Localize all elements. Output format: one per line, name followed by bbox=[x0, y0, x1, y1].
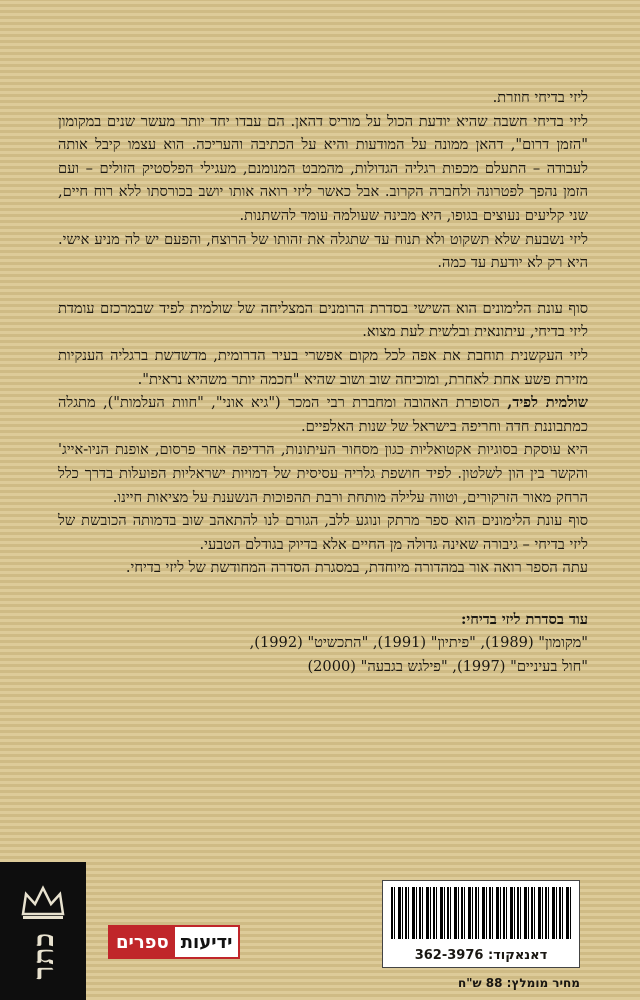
character-description: ליזי העקשנית תוחבת את אפה לכל מקום אפשרי בעיר הדרומית, מדשדשת ברגליה הענקיות מזירת פשע אחת לאחרת, ומוכיחה שוב ושוב שהיא "חכמה יותר משהיא נראית". bbox=[58, 346, 588, 388]
praise-paragraph: סוף עונת הלימונים הוא ספר מרתק ונוגע ללב, הגורם לנו להתאהב שוב בדמותה הכובשת של ליזי בדיחי – גיבורה שאינה גדולה מן החיים אלא בדיוק בגודלם הטבעי. bbox=[58, 512, 588, 553]
synopsis-hook: ליזי נשבעת שלא תשקוט ולא תנוח עד שתגלה את זהותו של הרוצח, והפעם יש לה מניע אישי. היא רק לא יודעת עד כמה. bbox=[58, 230, 588, 272]
keter-logo-text: כתר bbox=[26, 932, 60, 980]
yedioth-books-logo bbox=[108, 925, 240, 959]
series-list-title: עוד בסדרת ליזי בדיחי: bbox=[461, 610, 588, 628]
barcode bbox=[382, 880, 580, 968]
series-description: סוף עונת הלימונים הוא השישי בסדרת הרומנים המצליחה של שולמית לפיד שבמרכזם עומדת ליזי בדיחי, עיתונאית ובלשית לעת מצוא. bbox=[58, 299, 588, 341]
barcode-bars bbox=[391, 887, 571, 939]
keter-publisher-logo bbox=[0, 862, 86, 1000]
intro-line: ליזי בדיחי חוזרת. bbox=[492, 89, 588, 106]
yedioth-logo-left: ידיעות bbox=[175, 927, 239, 957]
crown-icon bbox=[18, 882, 68, 922]
series-list-line-2: "חול בעיניים" (1997), "פילגש בגבעה" (2000) bbox=[307, 658, 588, 676]
author-bio: הסופרת האהובה ומחברת רבי המכר ("גיא אוני", "חוות העלמות"), מתגלה כמתבוננת חדה וחריפה בישראל של שנות האלפיים. bbox=[58, 394, 588, 435]
back-cover-text bbox=[58, 86, 588, 679]
synopsis-paragraph: ליזי בדיחי חשבה שהיא יודעת הכול על מוריס דהאן. הם עבדו יחד יותר מעשר שנים במקומון "הזמן דרום", דהאן ממונה על המודעות והיא על הכתיבה והעריכה. הוא עצמו קיבל אותה לעבודה – התעלם מכפות רגליה הגדולות, מהמבט המנומנם, מעגילי הפלסטיק הזולים – ועם הזמן נהפך לפטרונה ולחברה הקרוב. אבל כאשר ליזי רואה אותו יושב בכורסתו ללא רוח חיים, שני קליעים נעוצים בגופו, היא מבינה שעולמה עומד להשתנות. bbox=[58, 112, 588, 224]
author-paragraph bbox=[58, 391, 588, 438]
barcode-number: דאנאקוד: 362-3976 bbox=[414, 948, 548, 963]
edition-paragraph: עתה הספר רואה אור במהדורה מיוחדת, במסגרת הסדרה המחודשת של ליזי בדיחי. bbox=[125, 559, 588, 577]
yedioth-logo-right: ספרים bbox=[110, 927, 175, 957]
series-list-line-1: "מקומון" (1989), "פיתיון" (1991), "התכשיט" (1992), bbox=[249, 634, 588, 652]
recommended-price: מחיר מומלץ: 88 ש"ח bbox=[457, 976, 580, 990]
author-name: שולמית לפיד, bbox=[507, 394, 588, 412]
themes-paragraph: היא עוסקת בסוגיות אקטואליות כגון מסחור העיתונות, הרדיפה אחר פרסום, אופנת הניו-אייג' והקשר בין הון לשלטון. לפיד חושפת גלריה עסיסית של דמויות ישראליות הפועלות בדרך כלל הרחק מאור הזרקורים, וטווה עלילה מותחת ורבת תהפוכות הנשענת על מציאות חיינו. bbox=[58, 441, 588, 506]
